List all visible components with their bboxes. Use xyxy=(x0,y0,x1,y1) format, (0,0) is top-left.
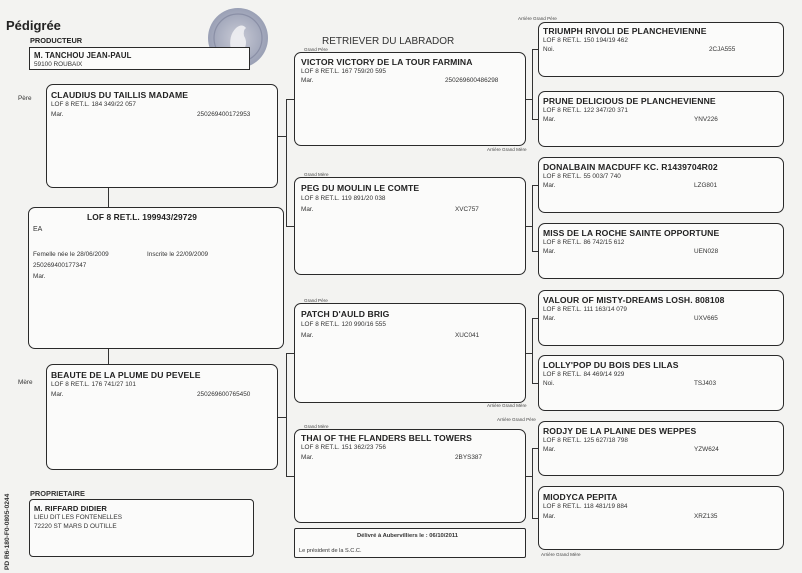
connector-ggp0 xyxy=(532,49,538,50)
ggp-mark: Noi. xyxy=(543,380,555,387)
mother-lof: LOF 8 RET.L. 176 741/27 101 xyxy=(51,381,136,388)
gp-lof: LOF 8 RET.L. 151 362/23 756 xyxy=(301,444,386,451)
side-code: PD R6-180-F0-0805-0244 xyxy=(4,493,11,570)
connector-ggp7 xyxy=(532,518,538,519)
owner-label: PROPRIETAIRE xyxy=(30,489,85,498)
father-box xyxy=(46,84,278,188)
ggp-label-bottom-7: Arrière Grand Mère xyxy=(541,552,581,557)
ggp-name: VALOUR OF MISTY-DREAMS LOSH. 808108 xyxy=(543,295,725,305)
dog-chip: 250269400177347 xyxy=(33,262,87,269)
ggp-lof: LOF 8 RET.L. 122 347/20 371 xyxy=(543,107,628,114)
ggp-box-5 xyxy=(538,355,784,411)
gp-label-1: Grand Mère xyxy=(304,172,329,177)
ggp-id: YNV226 xyxy=(694,116,718,123)
ggp-lof: LOF 8 RET.L. 150 194/19 462 xyxy=(543,37,628,44)
producer-label: PRODUCTEUR xyxy=(30,36,83,45)
gp-name: PEG DU MOULIN LE COMTE xyxy=(301,183,420,193)
connector-father-gp-vertical xyxy=(286,99,287,226)
ggp-lof: LOF 8 RET.L. 84 469/14 929 xyxy=(543,371,625,378)
dog-registration: LOF 8 RET.L. 199943/29729 xyxy=(87,212,198,222)
ggp-box-2 xyxy=(538,157,784,213)
ggp-name: PRUNE DELICIOUS DE PLANCHEVIENNE xyxy=(543,96,716,106)
father-label: Père xyxy=(18,95,32,102)
ggp-mark: Mar. xyxy=(543,248,556,255)
connector-ggp2 xyxy=(532,185,538,186)
ggp-lof: LOF 8 RET.L. 125 627/18 798 xyxy=(543,437,628,444)
ggp-mark: Noi. xyxy=(543,46,555,53)
gp-id: 2BYS387 xyxy=(455,454,483,461)
connector-gp1-ggp-vertical xyxy=(532,185,533,251)
ggp-id: XRZ135 xyxy=(694,513,718,520)
ggp-label-top-6: Arrière Grand Père xyxy=(497,417,536,422)
gp-mark: Mar. xyxy=(301,332,314,339)
ggp-lof: LOF 8 RET.L. 86 742/15 612 xyxy=(543,239,625,246)
ggp-label-bottom-5: Arrière Grand Mère xyxy=(487,403,527,408)
mother-id: 250269600765450 xyxy=(197,391,251,398)
ggp-box-0 xyxy=(538,22,784,77)
ggp-id: 2CJA555 xyxy=(709,46,736,53)
ggp-name: DONALBAIN MACDUFF KC. R1439704R02 xyxy=(543,162,718,172)
delivery-box xyxy=(294,528,526,558)
ggp-lof: LOF 8 RET.L. 55 003/7 740 xyxy=(543,173,621,180)
ggp-id: LZG801 xyxy=(694,182,718,189)
gp-id: XUC041 xyxy=(455,332,480,339)
connector-ggp3 xyxy=(532,251,538,252)
ggp-id: TSJ403 xyxy=(694,380,717,387)
connector-ggp1 xyxy=(532,119,538,120)
gp-lof: LOF 8 RET.L. 167 759/20 595 xyxy=(301,68,386,75)
mother-label: Mère xyxy=(18,379,33,386)
connector-father-gp xyxy=(278,136,286,137)
father-lof: LOF 8 RET.L. 184 349/22 057 xyxy=(51,101,136,108)
ggp-mark: Mar. xyxy=(543,116,556,123)
mother-mark: Mar. xyxy=(51,391,64,398)
connector-mother-gp-vertical xyxy=(286,353,287,476)
ggp-mark: Mar. xyxy=(543,446,556,453)
ggp-box-7 xyxy=(538,486,784,550)
ggp-lof: LOF 8 RET.L. 111 163/14 079 xyxy=(543,306,627,313)
ggp-box-6 xyxy=(538,421,784,476)
producer-box xyxy=(29,47,250,70)
connector-gp3 xyxy=(286,476,294,477)
connector-ggp5 xyxy=(532,383,538,384)
owner-address2: 72220 ST MARS D OUTILLE xyxy=(34,523,117,530)
connector-gp0 xyxy=(286,99,294,100)
gp-id: XVC757 xyxy=(455,206,479,213)
connector-father-dog xyxy=(108,188,109,207)
connector-gp1 xyxy=(286,226,294,227)
ggp-name: LOLLY'POP DU BOIS DES LILAS xyxy=(543,360,679,370)
pedigree-title: Pédigrée xyxy=(6,18,61,33)
connector-dog-mother xyxy=(108,349,109,364)
grandparent-box-1 xyxy=(294,177,526,275)
ggp-mark: Mar. xyxy=(543,182,556,189)
dog-name: EA xyxy=(33,226,43,233)
ggp-id: UEN028 xyxy=(694,248,719,255)
ggp-name: TRIUMPH RIVOLI DE PLANCHEVIENNE xyxy=(543,26,707,36)
father-id: 250269400172953 xyxy=(197,111,251,118)
connector-gp3-ggp-vertical xyxy=(532,448,533,518)
gp-label-2: Grand Père xyxy=(304,298,328,303)
connector-ggp4 xyxy=(532,318,538,319)
grandparent-box-0 xyxy=(294,52,526,146)
father-name: CLAUDIUS DU TAILLIS MADAME xyxy=(51,90,189,100)
ggp-name: RODJY DE LA PLAINE DES WEPPES xyxy=(543,426,697,436)
breed-title: RETRIEVER DU LABRADOR xyxy=(322,36,455,47)
ggp-box-4 xyxy=(538,290,784,346)
gp-name: PATCH D'AULD BRIG xyxy=(301,309,390,319)
connector-gp0-ggp-vertical xyxy=(532,49,533,119)
connector-gp2-ggp-vertical xyxy=(532,318,533,383)
connector-mother-gp xyxy=(278,417,286,418)
ggp-name: MIODYCA PEPITA xyxy=(543,492,618,502)
connector-gp2 xyxy=(286,353,294,354)
delivery-date: Délivré à Aubervilliers le : 06/10/2011 xyxy=(357,533,458,539)
father-mark: Mar. xyxy=(51,111,64,118)
mother-box xyxy=(46,364,278,470)
ggp-id: UXV665 xyxy=(694,315,718,322)
gp-mark: Mar. xyxy=(301,206,314,213)
owner-box xyxy=(29,499,254,557)
ggp-label-top-0: Arrière Grand Père xyxy=(518,16,557,21)
gp-mark: Mar. xyxy=(301,77,314,84)
ggp-id: YZW624 xyxy=(694,446,719,453)
mother-name: BEAUTE DE LA PLUME DU PEVELE xyxy=(51,370,201,380)
dog-inscribed: Inscrite le 22/09/2009 xyxy=(147,251,209,258)
ggp-box-3 xyxy=(538,223,784,279)
ggp-mark: Mar. xyxy=(543,315,556,322)
gp-label-3: Grand Mère xyxy=(304,424,329,429)
producer-name: M. TANCHOU JEAN-PAUL xyxy=(34,51,132,60)
ggp-lof: LOF 8 RET.L. 118 481/19 884 xyxy=(543,503,628,510)
ggp-label-bottom-1: Arrière Grand Mère xyxy=(487,147,527,152)
connector-ggp6 xyxy=(532,448,538,449)
president-signature: Le président de la S.C.C. xyxy=(299,548,362,554)
ggp-mark: Mar. xyxy=(543,513,556,520)
dog-sex-born: Femelle née le 28/06/2009 xyxy=(33,251,109,258)
dog-box xyxy=(28,207,284,349)
producer-city: 59100 ROUBAIX xyxy=(34,61,83,68)
gp-mark: Mar. xyxy=(301,454,314,461)
gp-lof: LOF 8 RET.L. 119 891/20 038 xyxy=(301,195,386,202)
gp-name: THAI OF THE FLANDERS BELL TOWERS xyxy=(301,433,472,443)
dog-mark: Mar. xyxy=(33,273,46,280)
grandparent-box-2 xyxy=(294,303,526,403)
ggp-name: MISS DE LA ROCHE SAINTE OPPORTUNE xyxy=(543,228,720,238)
gp-id: 250269600486298 xyxy=(445,77,499,84)
gp-lof: LOF 8 RET.L. 120 990/16 555 xyxy=(301,321,386,328)
owner-address1: LIEU DIT LES FONTENELLES xyxy=(34,514,122,521)
grandparent-box-3 xyxy=(294,429,526,523)
gp-label-0: Grand Père xyxy=(304,47,328,52)
gp-name: VICTOR VICTORY DE LA TOUR FARMINA xyxy=(301,57,473,67)
owner-name: M. RIFFARD DIDIER xyxy=(34,504,107,513)
ggp-box-1 xyxy=(538,91,784,147)
